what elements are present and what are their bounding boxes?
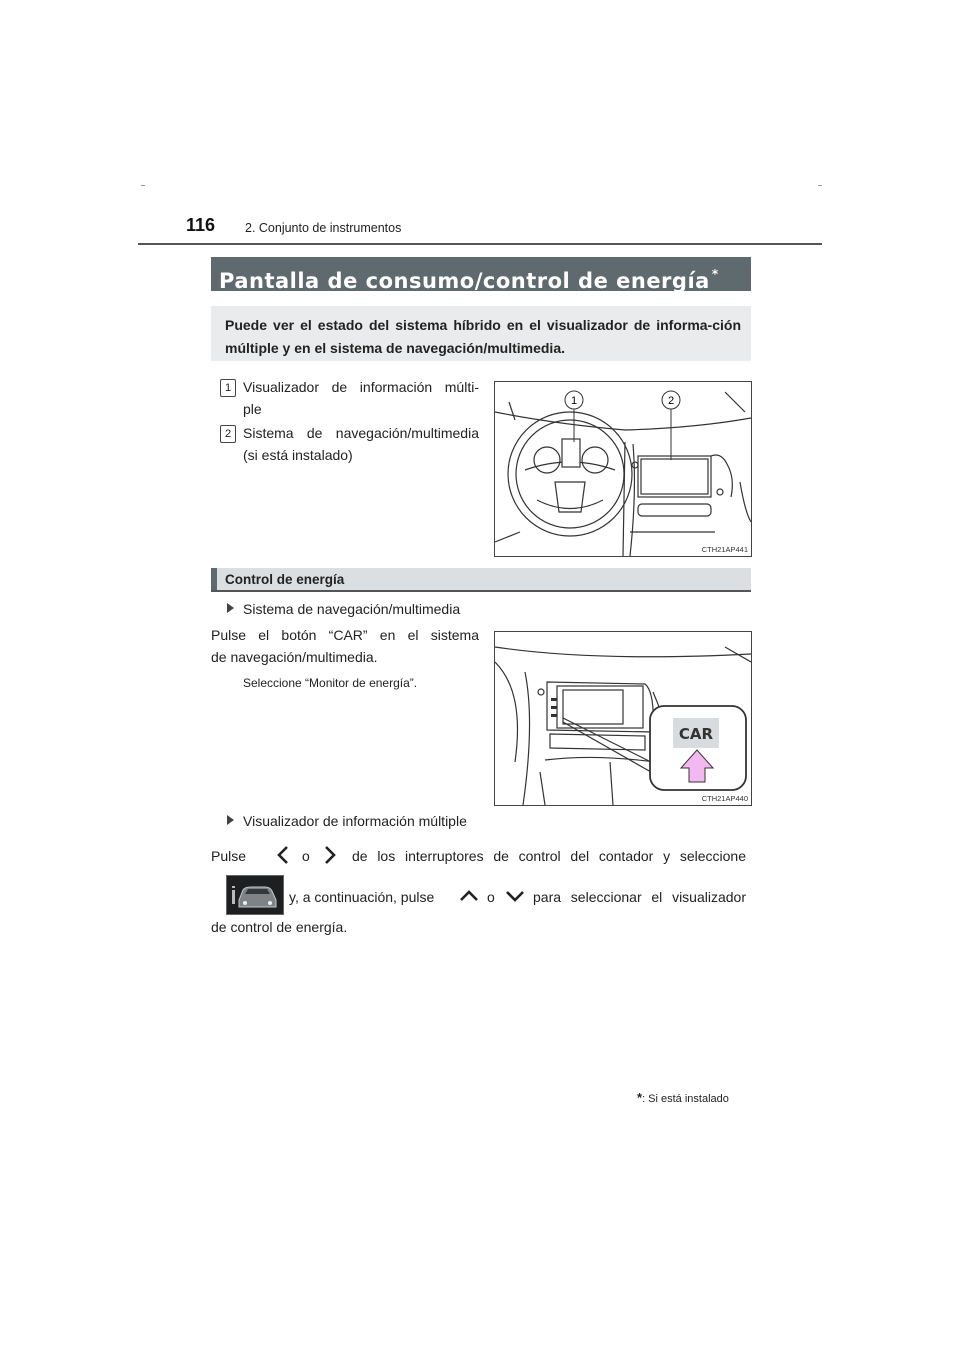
subsection-title: [211, 568, 751, 592]
mid-line1-pulse: Pulse: [211, 848, 247, 864]
dashboard-illustration: [495, 382, 751, 556]
nav-note: Seleccione “Monitor de energía”.: [243, 676, 418, 690]
mid-line3: de control de energía.: [211, 919, 348, 935]
item-2-line1: Sistema de navegación/multimedia: [243, 425, 479, 441]
figure2-code: CTH21AP440: [701, 794, 748, 803]
nav-heading: [227, 598, 487, 620]
item-text-1: [243, 376, 479, 420]
nav-heading-text: Sistema de navegación/multimedia: [243, 601, 461, 617]
chevron-left-icon: [276, 845, 290, 865]
callout-2-label: 2: [667, 395, 675, 407]
car-info-graphic: [227, 876, 283, 914]
mid-line1-o: o: [302, 848, 310, 864]
nav-text: [211, 624, 479, 668]
triangle-bullet-icon-2: [227, 815, 234, 825]
mid-heading-text: Visualizador de información múltiple: [243, 813, 467, 829]
subsection-title-text: Control de energía: [225, 572, 345, 587]
chapter-title: 2. Conjunto de instrumentos: [245, 221, 402, 235]
car-info-icon: [226, 875, 284, 915]
nav-text-line2: de navegación/multimedia.: [211, 649, 378, 665]
section-title: [211, 257, 751, 291]
car-button-label: CAR: [678, 725, 714, 743]
item-2-line2: (si está instalado): [243, 447, 353, 463]
page-number: 116: [186, 215, 216, 235]
callout-1-label: 1: [570, 395, 578, 407]
item-text-2: [243, 422, 479, 466]
header-rule: [138, 243, 822, 245]
item-number-1: 1: [220, 379, 236, 397]
crop-mark-left: [141, 185, 145, 186]
mid-line2-rest: para seleccionar el visualizador: [533, 889, 746, 905]
intro-box: Puede ver el estado del sistema híbrido en el visualizador de informa-ción múltiple y en el sistema de navegación/multimedia.: [211, 306, 751, 361]
figure1-code: CTH21AP441: [701, 545, 748, 554]
mid-heading: [227, 810, 527, 832]
section-title-text: Pantalla de consumo/control de energía: [219, 269, 710, 293]
item-1-line2: ple: [243, 401, 262, 417]
nav-figure: [494, 631, 752, 806]
chevron-up-icon: [459, 889, 479, 903]
footnote-mark: *: [637, 1090, 643, 1105]
meter-display: [562, 439, 580, 467]
item-number-2: 2: [220, 425, 236, 443]
installed-mark: *: [711, 267, 719, 281]
footnote-text: : Si está instalado: [642, 1093, 729, 1105]
mid-line2-o: o: [487, 889, 495, 905]
chevron-down-icon: [505, 889, 525, 903]
triangle-bullet-icon: [227, 603, 234, 613]
dashboard-figure: [494, 381, 752, 557]
mid-line2-continue: y, a continuación, pulse: [289, 889, 435, 905]
footnote: [637, 1090, 729, 1105]
nav-illustration: [495, 632, 751, 805]
mid-line1-rest: de los interruptores de control del contador y seleccione: [352, 848, 746, 864]
chevron-right-icon: [323, 845, 337, 865]
nav-text-line1: Pulse el botón “CAR” en el sistema: [211, 627, 479, 643]
crop-mark-right: [818, 185, 822, 186]
item-1-line1: Visualizador de información múlti-: [243, 379, 479, 395]
